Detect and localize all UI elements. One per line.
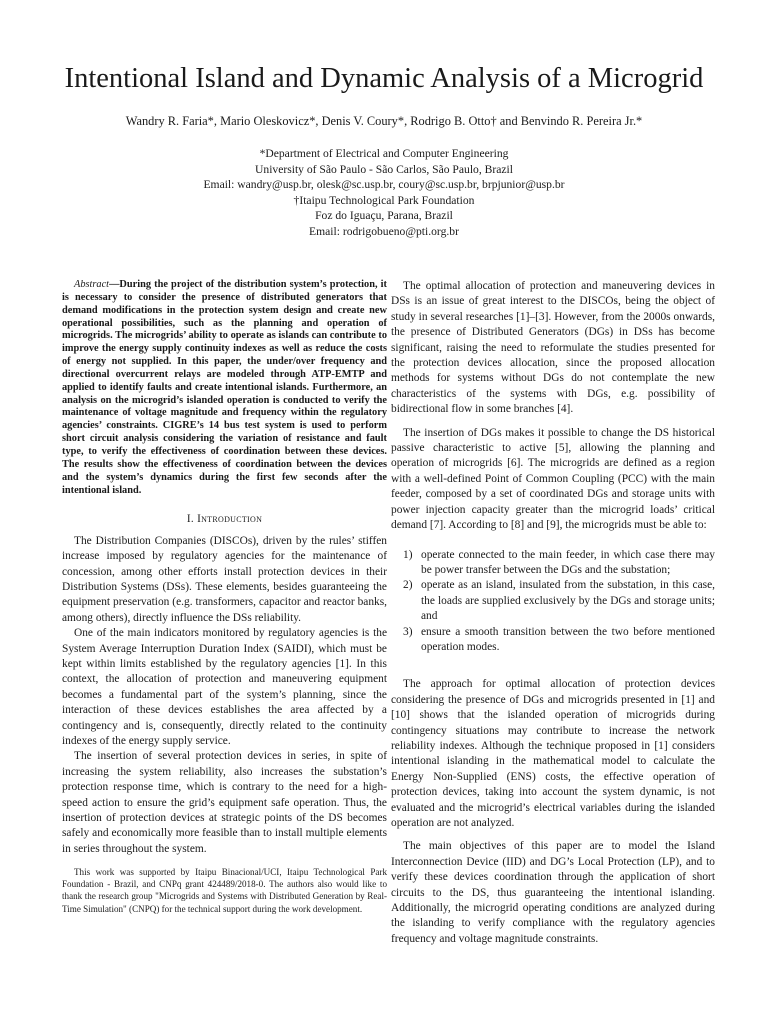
abstract: [62, 279, 387, 497]
left-column: [62, 279, 387, 857]
body-paragraph: The approach for optimal allocation of protection devices considering the presence of DGs and microgrids presented in [1] and [10] shows that the islanded operation of microgrids during contingency situations may contribute to increase the network reliability indexes. Although the technique proposed in [1] considers intentional islanding in the mathematical model to calculate the Energy Non-Supplied (ENS) costs, the effective operation of protection devices, taking into account the system dynamic, is not evaluated and the microgrid’s electrical variables during the islanded operation are not analyzed.: [391, 678, 715, 829]
author-list: Wandry R. Faria*, Mario Oleskovicz*, Denis V. Coury*, Rodrigo B. Otto† and Benvindo R. Pereira Jr.*: [125, 114, 643, 128]
affiliations: [0, 146, 768, 239]
list-item-text: operate connected to the main feeder, in which case there may be power transfer between the DGs and the substation;: [421, 548, 715, 576]
footnote: This work was supported by Itaipu Binacional/UCI, Itaipu Technological Park Foundation - Brazil, and CNPq grant 424489/2018-0. The authors also would like to thank the research group "Microgrids and Systems with Distributed Generation by Real-Time Simulation" (CNPQ) for the technical support during the work development.: [62, 867, 387, 914]
body-paragraph: One of the main indicators monitored by regulatory agencies is the System Average Interruption Duration Index (SAIDI), which must be kept within limits established by the regulatory agencies [1]. In this context, the allocation of protection and maneuvering equipment becomes a fundamental part of the system’s planning, since the interaction of these devices establishes the area affected by a contingency and is, consequently, directly related to the continuity indexes of the energy supply service.: [62, 627, 387, 748]
right-column: [391, 279, 715, 947]
section-number: I.: [186, 513, 194, 526]
abstract-lead: Abstract: [74, 279, 110, 290]
list-item-number: 1): [403, 548, 413, 561]
body-paragraph: The insertion of several protection devices in series, in spite of increasing the system reliability, also increases the substation’s protection response time, which is contrary to the need for a high-speed action to ensure the grid’s equipment safe operation. Thus, the insertion of protection devices at strategic points of the DS becomes safely and economically more feasible than to install multiple elements in series throughout the system.: [62, 750, 387, 855]
body-paragraph: The main objectives of this paper are to model the Island Interconnection Device (IID) and DG’s Local Protection (LP), and to verify these devices coordination through the application of short circuits to the DS, thus guaranteeing the intentional islanding. Additionally, the microgrid operating conditions are analyzed during the islanding to verify compliance with the regulatory agencies frequency and voltage magnitude constraints.: [391, 840, 715, 945]
list-item-number: 3): [403, 625, 413, 638]
section-heading: [62, 512, 387, 527]
list-item-number: 2): [403, 579, 413, 592]
requirements-list: [391, 548, 715, 656]
body-paragraph: The insertion of DGs makes it possible to change the DS historical passive characteristic to active [5], allowing the planning and operation of microgrids [6]. The microgrids are defined as a region with a well-defined Point of Common Coupling (PCC) with the main feeder, composed by a set of coordinated DGs and storage units with power injection capacity greater than the microgrid loads’ critical demand [7]. According to [8] and [9], the microgrids must be able to:: [391, 426, 715, 532]
list-item: [391, 548, 715, 579]
affiliation-email: Email: rodrigobueno@pti.org.br: [309, 224, 459, 238]
body-paragraph: The optimal allocation of protection and maneuvering devices in DSs is an issue of great interest to the DISCOs, being the object of study in several researches [1]–[3]. However, from the 2000s onwards, the presence of Distributed Generators (DGs) in DSs has become significant, raising the need to reformulate the studies presented for the protection devices allocation, since the proposed allocation methods for systems without DGs do not contemplate the new characteristics of the systems with DGs, e.g. possibility of bidirectional flow in some branches [4].: [391, 280, 715, 416]
section-title: Introduction: [197, 513, 263, 526]
list-item: [391, 625, 715, 656]
list-item-text: ensure a smooth transition between the two before mentioned operation modes.: [421, 625, 715, 653]
affiliation-email: Email: wandry@usp.br, olesk@sc.usp.br, coury@sc.usp.br, brpjunior@usp.br: [203, 178, 565, 191]
affiliation-line: *Department of Electrical and Computer Engineering: [259, 147, 509, 160]
list-item-text: operate as an island, insulated from the substation, in this case, the loads are supplied exclusively by the DGs and storage units; and: [421, 579, 715, 623]
body-paragraph: The Distribution Companies (DISCOs), driven by the rules’ stiffen increase imposed by regulatory agencies for the maintenance of concession, among other efforts install protection devices in their Distribution Systems (DSs). These elements, besides guaranteeing the equipment preservation (e.g. transformers, capacitor and reactor banks, among others), directly influence the DSs reliability.: [62, 534, 387, 624]
affiliation-line: †Itaipu Technological Park Foundation: [293, 193, 475, 207]
paper-title: Intentional Island and Dynamic Analysis of a Microgrid: [64, 63, 704, 94]
affiliation-line: University of São Paulo - São Carlos, São Paulo, Brazil: [255, 162, 513, 176]
affiliation-line: Foz do Iguaçu, Parana, Brazil: [315, 209, 453, 222]
list-item: [391, 578, 715, 624]
abstract-text: —During the project of the distribution system’s protection, it is necessary to consider the presence of distributed generators that demand modifications in the protection system design and create new operational possibilities, such as the planning and operation of microgrids. The microgrids’ ability to operate as islands can contribute to improve the energy supply continuity indexes as well as reduce the costs of energy not supplied. In this paper, the under/over frequency and directional overcurrent relays are modeled through ATP-EMTP and applied to identify faults and create intentional islands. Furthermore, an analysis on the microgrid’s islanded operation is conducted to verify the maintenance of voltage magnitude and frequency within the regulatory agencies’ constraints. CIGRE’s 14 bus test system is used to perform short circuit analysis considering the variation of resistance and fault type, to verify the effectiveness of coordination between these devices. The results show the effectiveness of coordination between the devices and the system’s dynamics during the first few seconds after the intentional island.: [62, 279, 387, 496]
